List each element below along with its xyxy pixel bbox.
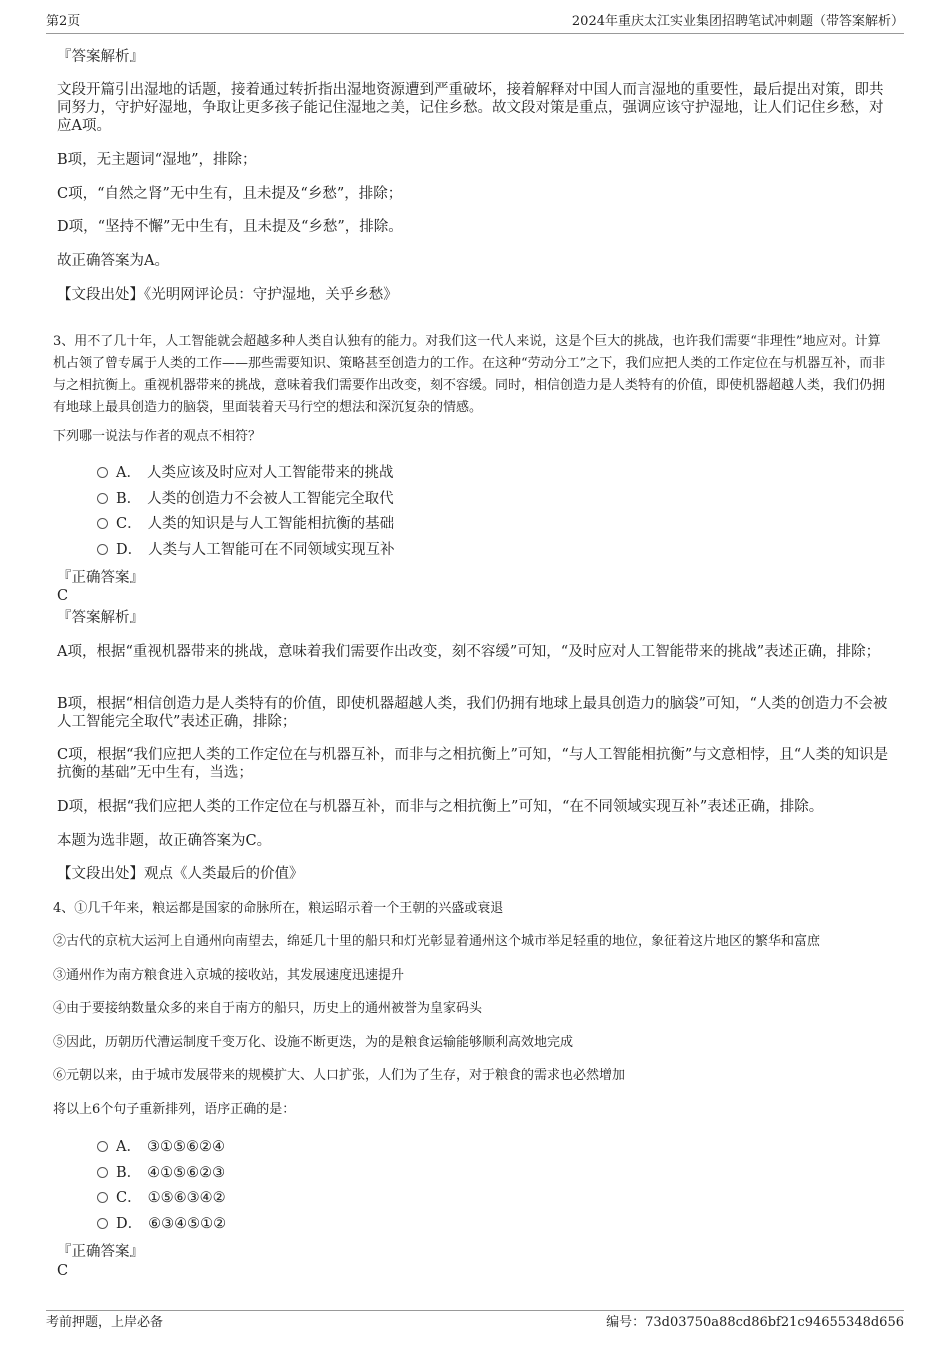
document-title: 2024年重庆太江实业集团招聘笔试冲刺题（带答案解析）: [571, 14, 904, 29]
q4-question: 将以上6个句子重新排列，语序正确的是：: [53, 1102, 296, 1117]
q3-option-b[interactable]: [97, 490, 394, 508]
q4-sentence-2: ②古代的京杭大运河上自通州向南望去，绵延几十里的船只和灯光彰显着通州这个城市举足轻重的地位，象征着这片地区的繁华和富庶: [53, 934, 821, 949]
page-number: 第2页: [46, 14, 81, 29]
option-text: 人类的创造力不会被人工智能完全取代: [147, 491, 394, 507]
q4-sentence-3: ③通州作为南方粮食进入京城的接收站，其发展速度迅速提升: [53, 968, 405, 983]
q3-passage: 3、用不了几十年，人工智能就会超越多种人类自认独有的能力。对我们这一代人来说，这是个巨大的挑战，也许我们需要“非理性”地应对。计算机占领了曾专属于人类的工作——那些需要知识、策略甚至创造力的工作。在这种“劳动分工”之下，我们应把人类的工作定位在与机器互补，而非与之相抗衡上。重视机器带来的挑战，意味着我们需要作出改变，刻不容缓。同时，相信创造力是人类特有的价值，即使机器超越人类，我们仍拥有地球上最具创造力的脑袋，里面装着天马行空的想法和深沉复杂的情感。: [53, 334, 886, 415]
q4-option-b[interactable]: [97, 1164, 225, 1182]
option-text: ⑥③④⑤①②: [148, 1216, 227, 1232]
radio-icon[interactable]: [97, 1167, 108, 1178]
q4-sentence-1: 4、①几千年来，粮运都是国家的命脉所在，粮运昭示着一个王朝的兴盛或衰退: [53, 901, 504, 916]
option-text: 人类的知识是与人工智能相抗衡的基础: [147, 516, 395, 532]
q2-analysis-title: 『答案解析』: [57, 49, 144, 65]
option-text: 人类应该及时应对人工智能带来的挑战: [146, 465, 394, 481]
q3-analysis-b: B项，根据“相信创造力是人类特有的价值，即使机器超越人类，我们仍拥有地球上最具创造力的脑袋”可知，“人类的创造力不会被人工智能完全取代”表述正确，排除；: [57, 696, 888, 730]
radio-icon[interactable]: [97, 518, 108, 529]
option-label: A．: [116, 465, 141, 481]
q2-conclusion: 故正确答案为A。: [57, 253, 169, 269]
q4-option-a[interactable]: [97, 1138, 225, 1156]
q2-source: 【文段出处】《光明网评论员：守护湿地，关乎乡愁》: [57, 287, 398, 303]
radio-icon[interactable]: [97, 467, 108, 478]
q3-answer-title: 『正确答案』: [57, 570, 144, 586]
page-header: [46, 13, 904, 34]
q2-analysis-b: B项，无主题词“湿地”，排除；: [57, 152, 257, 168]
q4-option-c[interactable]: [97, 1189, 226, 1207]
option-text: ①⑤⑥③④②: [147, 1190, 226, 1206]
option-text: ④①⑤⑥②③: [147, 1165, 226, 1181]
radio-icon[interactable]: [97, 1192, 108, 1203]
footer-slogan: 考前押题，上岸必备: [46, 1315, 164, 1330]
q4-option-d[interactable]: [97, 1215, 226, 1233]
q3-source: 【文段出处】观点《人类最后的价值》: [57, 866, 304, 882]
page-footer: [46, 1310, 904, 1332]
option-label: D．: [116, 542, 143, 558]
option-label: B．: [116, 491, 142, 507]
option-label: A．: [116, 1139, 141, 1155]
radio-icon[interactable]: [97, 1218, 108, 1229]
radio-icon[interactable]: [97, 544, 108, 555]
radio-icon[interactable]: [97, 1141, 108, 1152]
q3-question: 下列哪一说法与作者的观点不相符？: [53, 429, 262, 444]
q3-option-c[interactable]: [97, 515, 394, 533]
q4-sentence-4: ④由于要接纳数量众多的来自于南方的船只，历史上的通州被誉为皇家码头: [53, 1001, 483, 1016]
q2-analysis-c: C项，“自然之肾”无中生有，且未提及“乡愁”，排除；: [57, 186, 403, 202]
option-label: D．: [116, 1216, 143, 1232]
option-text: ③①⑤⑥②④: [146, 1139, 225, 1155]
q2-analysis-d: D项，“坚持不懈”无中生有，且未提及“乡愁”，排除。: [57, 219, 403, 235]
radio-icon[interactable]: [97, 493, 108, 504]
q3-analysis-a: A项，根据“重视机器带来的挑战，意味着我们需要作出改变，刻不容缓”可知，“及时应对人工智能带来的挑战”表述正确，排除；: [57, 644, 881, 660]
q3-analysis-title: 『答案解析』: [57, 610, 144, 626]
q3-analysis-c: C项，根据“我们应把人类的工作定位在与机器互补，而非与之相抗衡上”可知，“与人工智能相抗衡”与文意相悖，且“人类的知识是抗衡的基础”无中生有，当选；: [57, 747, 889, 781]
q4-answer: C: [57, 1263, 69, 1279]
q4-sentence-6: ⑥元朝以来，由于城市发展带来的规模扩大、人口扩张，人们为了生存，对于粮食的需求也必然增加: [53, 1068, 626, 1083]
q3-option-a[interactable]: [97, 464, 393, 482]
option-label: C．: [116, 1190, 142, 1206]
document-id: 编号：73d03750a88cd86bf21c94655348d656: [606, 1315, 904, 1330]
q3-option-d[interactable]: [97, 541, 395, 559]
q3-answer: C: [57, 588, 69, 604]
q4-answer-title: 『正确答案』: [57, 1244, 144, 1260]
q3-conclusion: 本题为选非题，故正确答案为C。: [57, 833, 272, 849]
option-label: B．: [116, 1165, 142, 1181]
option-text: 人类与人工智能可在不同领域实现互补: [148, 542, 395, 558]
q2-analysis-paragraph: 文段开篇引出湿地的话题，接着通过转折指出湿地资源遭到严重破坏，接着解释对中国人而言湿地的重要性，最后提出对策，即共同努力，守护好湿地，争取让更多孩子能记住湿地之美，记住乡愁。故文段对策是重点，强调应该守护湿地，让人们记住乡愁，对应A项。: [57, 82, 884, 134]
q3-analysis-d: D项，根据“我们应把人类的工作定位在与机器互补，而非与之相抗衡上”可知，“在不同领域实现互补”表述正确，排除。: [57, 799, 824, 815]
q4-sentence-5: ⑤因此，历朝历代漕运制度千变万化、设施不断更迭，为的是粮食运输能够顺利高效地完成: [53, 1035, 574, 1050]
option-label: C．: [116, 516, 142, 532]
